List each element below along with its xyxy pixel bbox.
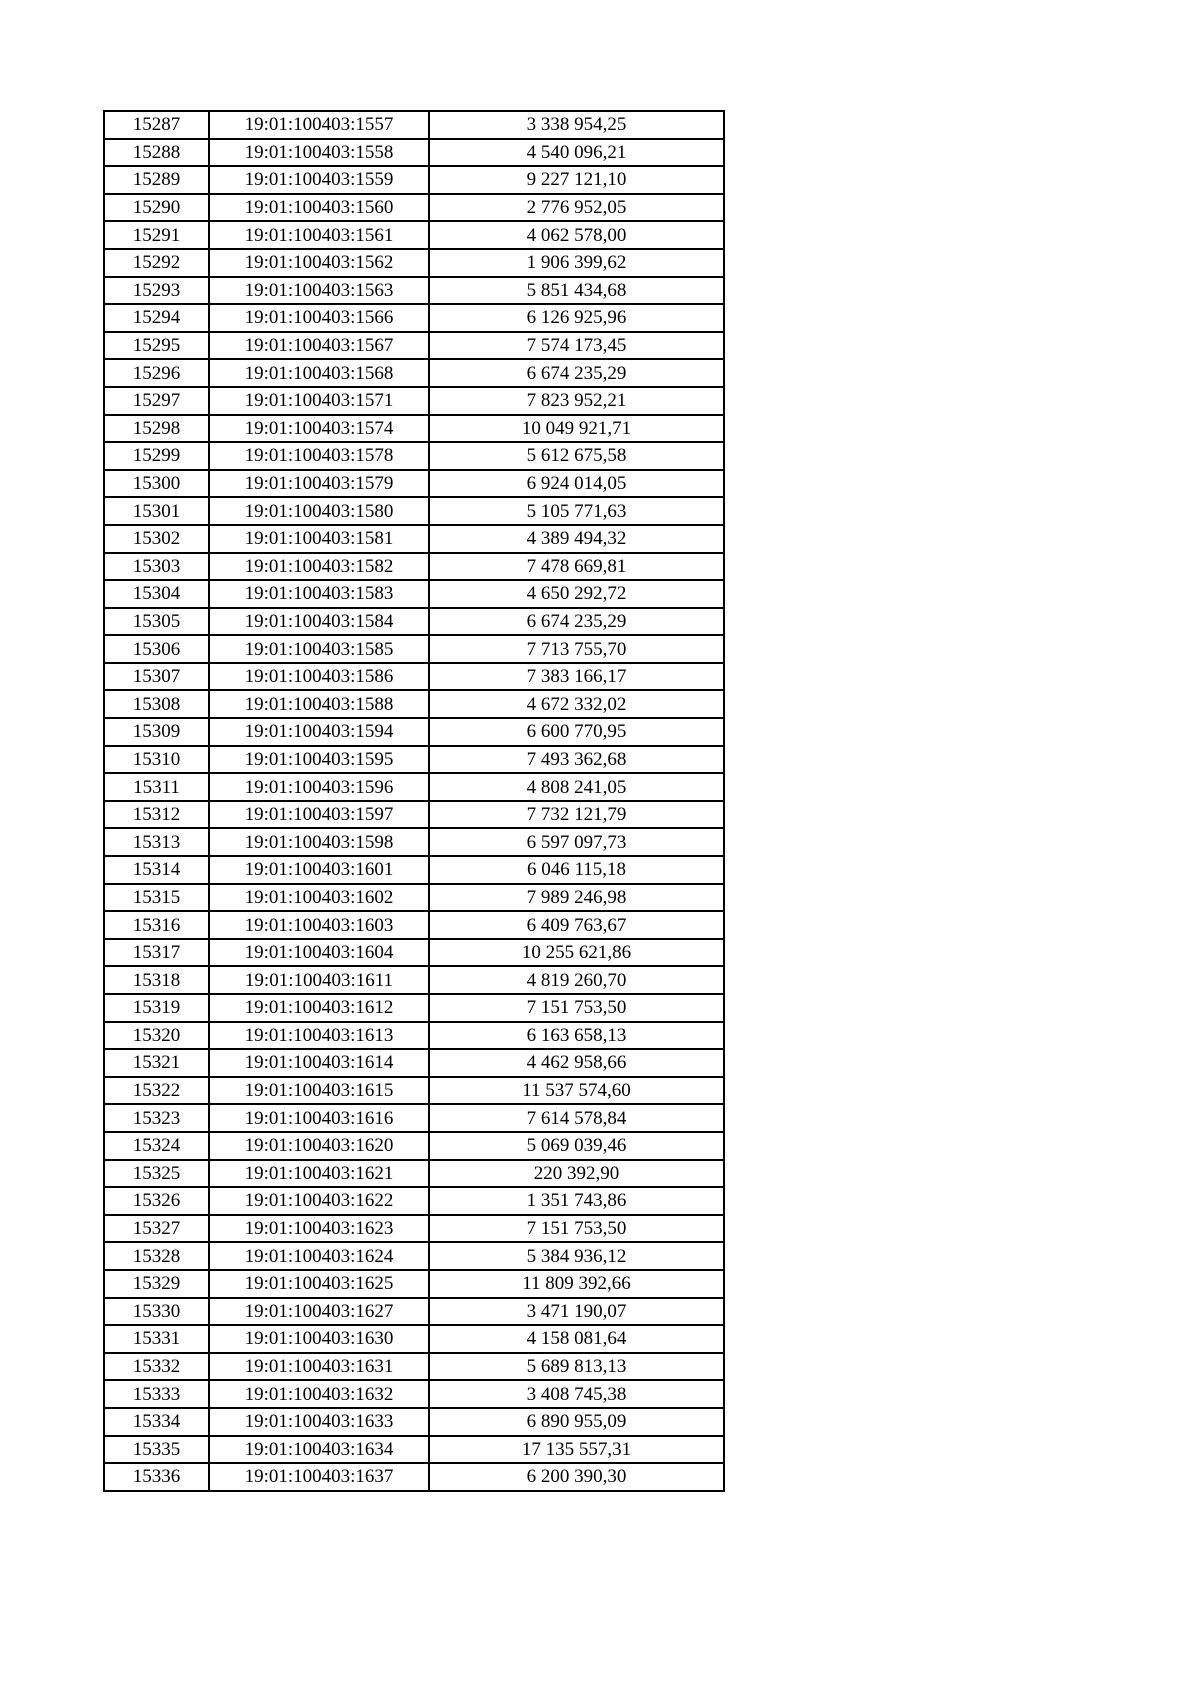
table-row	[104, 1408, 724, 1436]
row-number-cell: 15289	[104, 166, 209, 194]
cadastral-value-cell: 6 200 390,30	[429, 1463, 724, 1491]
table-row	[104, 1353, 724, 1381]
table-row	[104, 497, 724, 525]
cadastral-number-cell: 19:01:100403:1613	[209, 1022, 429, 1050]
cadastral-number-cell: 19:01:100403:1615	[209, 1077, 429, 1105]
table-row	[104, 635, 724, 663]
cadastral-value-cell: 4 819 260,70	[429, 966, 724, 994]
row-number-cell: 15311	[104, 773, 209, 801]
cadastral-value-cell: 11 537 574,60	[429, 1077, 724, 1105]
table-row	[104, 332, 724, 360]
row-number-cell: 15310	[104, 746, 209, 774]
row-number-cell: 15312	[104, 801, 209, 829]
table-row	[104, 139, 724, 167]
cadastral-value-cell: 6 409 763,67	[429, 911, 724, 939]
table-row	[104, 856, 724, 884]
cadastral-number-cell: 19:01:100403:1633	[209, 1408, 429, 1436]
table-row	[104, 608, 724, 636]
table-row	[104, 801, 724, 829]
cadastral-value-cell: 1 351 743,86	[429, 1187, 724, 1215]
row-number-cell: 15292	[104, 249, 209, 277]
cadastral-value-cell: 7 493 362,68	[429, 746, 724, 774]
cadastral-number-cell: 19:01:100403:1622	[209, 1187, 429, 1215]
cadastral-number-cell: 19:01:100403:1621	[209, 1160, 429, 1188]
table-row	[104, 1022, 724, 1050]
table-row	[104, 1242, 724, 1270]
row-number-cell: 15306	[104, 635, 209, 663]
table-row	[104, 387, 724, 415]
table-row	[104, 884, 724, 912]
row-number-cell: 15333	[104, 1380, 209, 1408]
cadastral-number-cell: 19:01:100403:1604	[209, 939, 429, 967]
cadastral-number-cell: 19:01:100403:1630	[209, 1325, 429, 1353]
cadastral-value-cell: 5 612 675,58	[429, 442, 724, 470]
row-number-cell: 15331	[104, 1325, 209, 1353]
cadastral-number-cell: 19:01:100403:1567	[209, 332, 429, 360]
cadastral-number-cell: 19:01:100403:1594	[209, 718, 429, 746]
table-row	[104, 1215, 724, 1243]
table-row	[104, 690, 724, 718]
row-number-cell: 15317	[104, 939, 209, 967]
cadastral-number-cell: 19:01:100403:1624	[209, 1242, 429, 1270]
row-number-cell: 15326	[104, 1187, 209, 1215]
cadastral-value-cell: 1 906 399,62	[429, 249, 724, 277]
cadastral-number-cell: 19:01:100403:1561	[209, 221, 429, 249]
cadastral-number-cell: 19:01:100403:1586	[209, 663, 429, 691]
table-row	[104, 277, 724, 305]
cadastral-number-cell: 19:01:100403:1580	[209, 497, 429, 525]
row-number-cell: 15314	[104, 856, 209, 884]
cadastral-value-cell: 6 674 235,29	[429, 359, 724, 387]
cadastral-number-cell: 19:01:100403:1625	[209, 1270, 429, 1298]
cadastral-number-cell: 19:01:100403:1596	[209, 773, 429, 801]
table-row	[104, 166, 724, 194]
row-number-cell: 15319	[104, 994, 209, 1022]
row-number-cell: 15332	[104, 1353, 209, 1381]
row-number-cell: 15309	[104, 718, 209, 746]
table-row	[104, 773, 724, 801]
table-body	[104, 111, 724, 1491]
table-row	[104, 966, 724, 994]
table-row	[104, 1077, 724, 1105]
table-row	[104, 663, 724, 691]
row-number-cell: 15315	[104, 884, 209, 912]
row-number-cell: 15291	[104, 221, 209, 249]
row-number-cell: 15290	[104, 194, 209, 222]
row-number-cell: 15328	[104, 1242, 209, 1270]
cadastral-value-cell: 6 126 925,96	[429, 304, 724, 332]
cadastral-value-cell: 9 227 121,10	[429, 166, 724, 194]
row-number-cell: 15287	[104, 111, 209, 139]
cadastral-number-cell: 19:01:100403:1563	[209, 277, 429, 305]
cadastral-value-cell: 5 689 813,13	[429, 1353, 724, 1381]
table-row	[104, 746, 724, 774]
cadastral-value-cell: 5 105 771,63	[429, 497, 724, 525]
row-number-cell: 15316	[104, 911, 209, 939]
cadastral-number-cell: 19:01:100403:1585	[209, 635, 429, 663]
table-row	[104, 911, 724, 939]
table-row	[104, 828, 724, 856]
table-row	[104, 415, 724, 443]
row-number-cell: 15330	[104, 1298, 209, 1326]
cadastral-number-cell: 19:01:100403:1560	[209, 194, 429, 222]
row-number-cell: 15327	[104, 1215, 209, 1243]
row-number-cell: 15295	[104, 332, 209, 360]
cadastral-value-cell: 7 732 121,79	[429, 801, 724, 829]
row-number-cell: 15320	[104, 1022, 209, 1050]
table-row	[104, 470, 724, 498]
cadastral-value-cell: 3 408 745,38	[429, 1380, 724, 1408]
cadastral-number-cell: 19:01:100403:1627	[209, 1298, 429, 1326]
cadastral-number-cell: 19:01:100403:1579	[209, 470, 429, 498]
row-number-cell: 15304	[104, 580, 209, 608]
row-number-cell: 15334	[104, 1408, 209, 1436]
cadastral-number-cell: 19:01:100403:1612	[209, 994, 429, 1022]
table-row	[104, 442, 724, 470]
cadastral-value-cell: 6 890 955,09	[429, 1408, 724, 1436]
table-row	[104, 1132, 724, 1160]
cadastral-number-cell: 19:01:100403:1637	[209, 1463, 429, 1491]
cadastral-value-cell: 2 776 952,05	[429, 194, 724, 222]
row-number-cell: 15294	[104, 304, 209, 332]
cadastral-value-cell: 4 540 096,21	[429, 139, 724, 167]
cadastral-number-cell: 19:01:100403:1583	[209, 580, 429, 608]
table-row	[104, 221, 724, 249]
table-row	[104, 249, 724, 277]
row-number-cell: 15323	[104, 1104, 209, 1132]
cadastral-value-cell: 10 049 921,71	[429, 415, 724, 443]
cadastral-value-cell: 6 597 097,73	[429, 828, 724, 856]
cadastral-number-cell: 19:01:100403:1578	[209, 442, 429, 470]
table-row	[104, 359, 724, 387]
cadastral-number-cell: 19:01:100403:1611	[209, 966, 429, 994]
cadastral-value-cell: 7 989 246,98	[429, 884, 724, 912]
row-number-cell: 15325	[104, 1160, 209, 1188]
row-number-cell: 15288	[104, 139, 209, 167]
row-number-cell: 15313	[104, 828, 209, 856]
cadastral-number-cell: 19:01:100403:1616	[209, 1104, 429, 1132]
table-row	[104, 580, 724, 608]
table-row	[104, 1436, 724, 1464]
cadastral-number-cell: 19:01:100403:1581	[209, 525, 429, 553]
cadastral-value-cell: 5 384 936,12	[429, 1242, 724, 1270]
cadastral-number-cell: 19:01:100403:1602	[209, 884, 429, 912]
row-number-cell: 15299	[104, 442, 209, 470]
table-row	[104, 111, 724, 139]
cadastral-value-cell: 10 255 621,86	[429, 939, 724, 967]
cadastral-value-cell: 4 062 578,00	[429, 221, 724, 249]
cadastral-value-cell: 6 600 770,95	[429, 718, 724, 746]
row-number-cell: 15322	[104, 1077, 209, 1105]
cadastral-number-cell: 19:01:100403:1557	[209, 111, 429, 139]
cadastral-number-cell: 19:01:100403:1571	[209, 387, 429, 415]
cadastral-number-cell: 19:01:100403:1634	[209, 1436, 429, 1464]
cadastral-value-cell: 5 069 039,46	[429, 1132, 724, 1160]
cadastral-number-cell: 19:01:100403:1566	[209, 304, 429, 332]
table-row	[104, 1380, 724, 1408]
cadastral-value-cell: 6 163 658,13	[429, 1022, 724, 1050]
cadastral-value-cell: 11 809 392,66	[429, 1270, 724, 1298]
cadastral-value-cell: 6 924 014,05	[429, 470, 724, 498]
row-number-cell: 15303	[104, 553, 209, 581]
row-number-cell: 15335	[104, 1436, 209, 1464]
table-row	[104, 1049, 724, 1077]
row-number-cell: 15321	[104, 1049, 209, 1077]
cadastral-value-cell: 4 158 081,64	[429, 1325, 724, 1353]
table-row	[104, 1187, 724, 1215]
cadastral-number-cell: 19:01:100403:1568	[209, 359, 429, 387]
row-number-cell: 15336	[104, 1463, 209, 1491]
row-number-cell: 15307	[104, 663, 209, 691]
table-row	[104, 1463, 724, 1491]
cadastral-value-cell: 4 462 958,66	[429, 1049, 724, 1077]
cadastral-number-cell: 19:01:100403:1582	[209, 553, 429, 581]
cadastral-number-cell: 19:01:100403:1595	[209, 746, 429, 774]
cadastral-value-cell: 7 383 166,17	[429, 663, 724, 691]
cadastral-number-cell: 19:01:100403:1620	[209, 1132, 429, 1160]
cadastral-value-cell: 17 135 557,31	[429, 1436, 724, 1464]
row-number-cell: 15301	[104, 497, 209, 525]
row-number-cell: 15300	[104, 470, 209, 498]
cadastral-number-cell: 19:01:100403:1598	[209, 828, 429, 856]
table-row	[104, 1325, 724, 1353]
table-row	[104, 1298, 724, 1326]
cadastral-value-cell: 7 614 578,84	[429, 1104, 724, 1132]
cadastral-number-cell: 19:01:100403:1631	[209, 1353, 429, 1381]
table-row	[104, 304, 724, 332]
table-row	[104, 1160, 724, 1188]
cadastral-value-cell: 7 151 753,50	[429, 994, 724, 1022]
cadastral-value-cell: 7 713 755,70	[429, 635, 724, 663]
table-row	[104, 939, 724, 967]
row-number-cell: 15293	[104, 277, 209, 305]
cadastral-number-cell: 19:01:100403:1601	[209, 856, 429, 884]
cadastral-number-cell: 19:01:100403:1584	[209, 608, 429, 636]
row-number-cell: 15302	[104, 525, 209, 553]
cadastral-value-cell: 4 808 241,05	[429, 773, 724, 801]
cadastral-value-cell: 3 471 190,07	[429, 1298, 724, 1326]
cadastral-value-cell: 7 574 173,45	[429, 332, 724, 360]
row-number-cell: 15318	[104, 966, 209, 994]
row-number-cell: 15329	[104, 1270, 209, 1298]
table-row	[104, 525, 724, 553]
row-number-cell: 15296	[104, 359, 209, 387]
row-number-cell: 15305	[104, 608, 209, 636]
cadastral-number-cell: 19:01:100403:1558	[209, 139, 429, 167]
table-row	[104, 718, 724, 746]
cadastral-value-cell: 7 478 669,81	[429, 553, 724, 581]
cadastral-number-cell: 19:01:100403:1623	[209, 1215, 429, 1243]
cadastral-number-cell: 19:01:100403:1559	[209, 166, 429, 194]
table-row	[104, 994, 724, 1022]
cadastral-value-cell: 4 650 292,72	[429, 580, 724, 608]
cadastral-value-cell: 6 674 235,29	[429, 608, 724, 636]
table-row	[104, 194, 724, 222]
cadastral-value-cell: 4 672 332,02	[429, 690, 724, 718]
cadastral-number-cell: 19:01:100403:1562	[209, 249, 429, 277]
row-number-cell: 15298	[104, 415, 209, 443]
cadastral-number-cell: 19:01:100403:1614	[209, 1049, 429, 1077]
row-number-cell: 15324	[104, 1132, 209, 1160]
row-number-cell: 15308	[104, 690, 209, 718]
cadastral-value-cell: 7 823 952,21	[429, 387, 724, 415]
cadastral-number-cell: 19:01:100403:1588	[209, 690, 429, 718]
cadastral-value-cell: 7 151 753,50	[429, 1215, 724, 1243]
cadastral-number-cell: 19:01:100403:1632	[209, 1380, 429, 1408]
cadastral-number-cell: 19:01:100403:1597	[209, 801, 429, 829]
cadastral-number-cell: 19:01:100403:1603	[209, 911, 429, 939]
table-row	[104, 1270, 724, 1298]
cadastral-value-cell: 220 392,90	[429, 1160, 724, 1188]
cadastral-value-cell: 3 338 954,25	[429, 111, 724, 139]
cadastral-number-cell: 19:01:100403:1574	[209, 415, 429, 443]
cadastral-value-cell: 6 046 115,18	[429, 856, 724, 884]
table-row	[104, 1104, 724, 1132]
cadastral-value-cell: 5 851 434,68	[429, 277, 724, 305]
table-row	[104, 553, 724, 581]
cadastral-value-cell: 4 389 494,32	[429, 525, 724, 553]
cadastral-value-table	[103, 110, 725, 1492]
row-number-cell: 15297	[104, 387, 209, 415]
